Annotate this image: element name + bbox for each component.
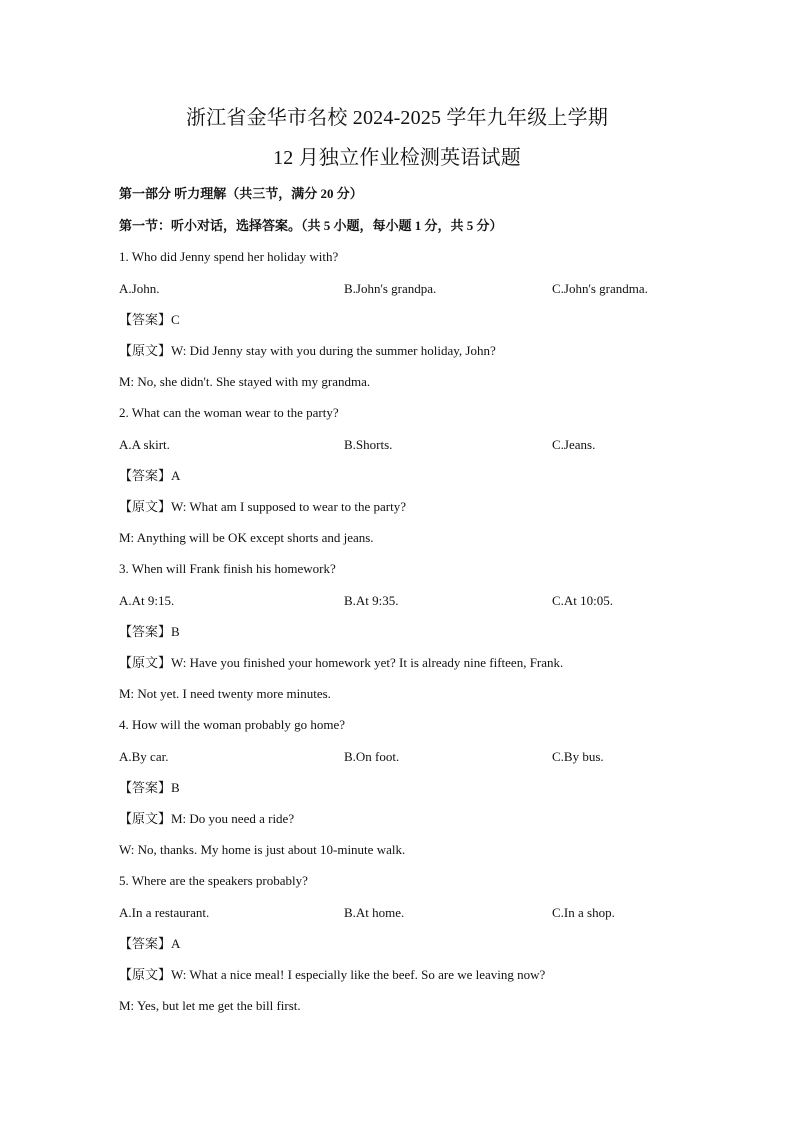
- part-heading: 第一部分 听力理解（共三节，满分 20 分）: [119, 186, 363, 201]
- question-2-answer: 【答案】A: [119, 468, 181, 483]
- question-2-script-line-1: 【原文】W: What am I supposed to wear to the party?: [119, 499, 407, 514]
- question-4-option-a: A.By car.: [119, 749, 169, 764]
- question-1-script-line-1: 【原文】W: Did Jenny stay with you during the summer holiday, John?: [119, 343, 496, 358]
- question-4-option-c: C.By bus.: [552, 749, 604, 764]
- question-2-option-c: C.Jeans.: [552, 437, 596, 452]
- question-4-option-b: B.On foot.: [344, 749, 400, 764]
- question-1-option-c: C.John's grandma.: [552, 281, 648, 296]
- question-2-option-b: B.Shorts.: [344, 437, 393, 452]
- question-3-script-line-1: 【原文】W: Have you finished your homework yet? It is already nine fifteen, Frank.: [119, 655, 564, 670]
- question-3-option-a: A.At 9:15.: [119, 593, 175, 608]
- question-2-option-a: A.A skirt.: [119, 437, 170, 452]
- question-1-option-a: A.John.: [119, 281, 160, 296]
- question-3-answer: 【答案】B: [119, 624, 180, 639]
- question-3-option-c: C.At 10:05.: [552, 593, 614, 608]
- question-4-script-line-1: 【原文】M: Do you need a ride?: [119, 811, 295, 826]
- question-3-option-b: B.At 9:35.: [344, 593, 399, 608]
- question-3-stem: 3. When will Frank finish his homework?: [119, 561, 336, 576]
- question-5-stem: 5. Where are the speakers probably?: [119, 873, 308, 888]
- document-title-line-2: 12 月独立作业检测英语试题: [273, 147, 521, 169]
- question-5-answer: 【答案】A: [119, 936, 181, 951]
- question-4-stem: 4. How will the woman probably go home?: [119, 717, 346, 732]
- question-5-option-b: B.At home.: [344, 905, 405, 920]
- question-1-answer: 【答案】C: [119, 312, 180, 327]
- question-1-script-line-2: M: No, she didn't. She stayed with my grandma.: [119, 374, 371, 389]
- question-4-script-line-2: W: No, thanks. My home is just about 10-minute walk.: [119, 842, 406, 857]
- question-5-option-a: A.In a restaurant.: [119, 905, 210, 920]
- question-2-script-line-2: M: Anything will be OK except shorts and jeans.: [119, 530, 374, 545]
- question-3-script-line-2: M: Not yet. I need twenty more minutes.: [119, 686, 331, 701]
- question-5-script-line-2: M: Yes, but let me get the bill first.: [119, 998, 301, 1013]
- question-1-stem: 1. Who did Jenny spend her holiday with?: [119, 249, 339, 264]
- section-heading: 第一节：听小对话，选择答案。（共 5 小题，每小题 1 分，共 5 分）: [119, 218, 503, 233]
- question-2-stem: 2. What can the woman wear to the party?: [119, 405, 339, 420]
- document-title-line-1: 浙江省金华市名校 2024-2025 学年九年级上学期: [185, 107, 609, 129]
- question-5-script-line-1: 【原文】W: What a nice meal! I especially like the beef. So are we leaving now?: [119, 967, 546, 982]
- question-5-option-c: C.In a shop.: [552, 905, 615, 920]
- question-1-option-b: B.John's grandpa.: [344, 281, 437, 296]
- question-4-answer: 【答案】B: [119, 780, 180, 795]
